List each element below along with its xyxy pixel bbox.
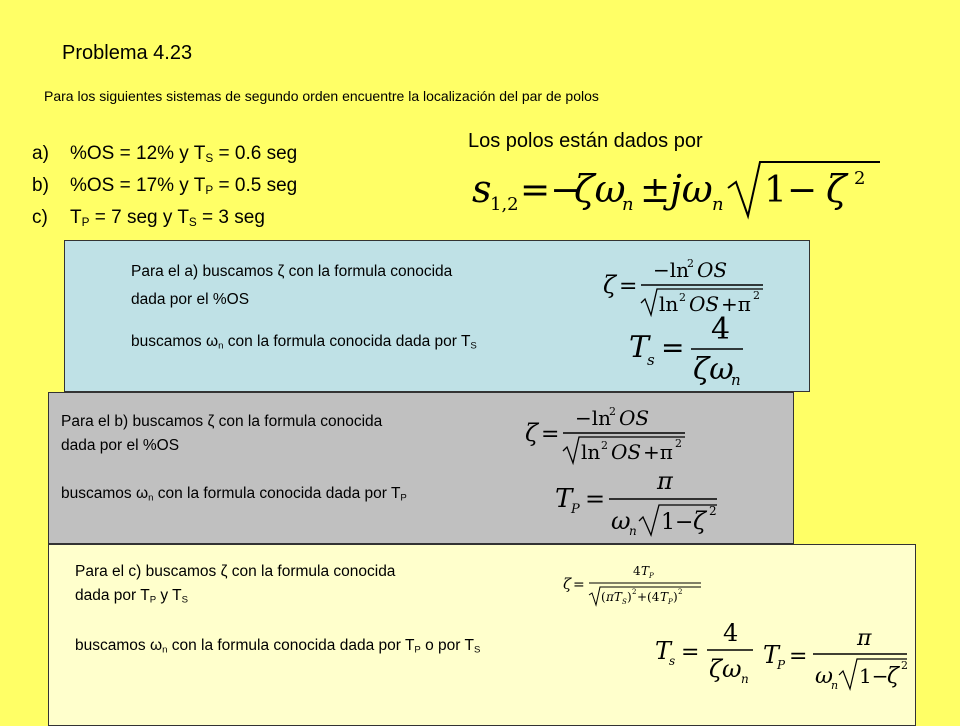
case-a-zeta-line1: Para el a) buscamos ζ con la formula conocida — [131, 263, 453, 280]
svg-text:OS: OS — [689, 292, 720, 316]
svg-text:): ) — [627, 590, 632, 604]
svg-text:OS: OS — [611, 440, 642, 464]
case-b-wn-line: buscamos $\omega_n$ con la formula conocida dada por $T_P$ — [61, 485, 407, 504]
svg-text:=: = — [619, 274, 638, 299]
svg-text:T: T — [555, 484, 573, 514]
zeta-from-os-formula-b — [523, 399, 703, 467]
svg-text:OS: OS — [697, 258, 728, 282]
cases-list — [32, 140, 297, 236]
svg-text:4: 4 — [723, 619, 739, 647]
svg-text:ω: ω — [611, 507, 631, 535]
svg-text:π: π — [657, 467, 673, 495]
svg-text:n: n — [731, 371, 741, 389]
svg-text:T: T — [641, 564, 650, 578]
svg-text:−ln: −ln — [575, 406, 612, 430]
svg-text:T: T — [660, 590, 669, 604]
svg-text:T: T — [655, 637, 672, 665]
svg-text:=: = — [573, 577, 585, 593]
svg-text:π: π — [857, 626, 872, 651]
case-c-text: $T_P = 7$ seg y $T_S = 3$ seg — [70, 206, 265, 229]
case-a-zeta-line2: dada por el %OS — [131, 291, 250, 308]
svg-text:ln: ln — [659, 292, 679, 316]
case-c — [32, 204, 297, 236]
case-c-label: c) — [32, 206, 48, 228]
svg-text:2: 2 — [679, 291, 686, 304]
svg-text:2: 2 — [753, 289, 760, 302]
svg-text:ζ: ζ — [887, 664, 899, 689]
case-a-label: a) — [32, 143, 49, 164]
poles-formula — [470, 158, 890, 220]
svg-text:4: 4 — [633, 564, 641, 578]
svg-text:−ln: −ln — [653, 258, 690, 282]
svg-text:=: = — [585, 485, 606, 513]
svg-text:ζω: ζω — [574, 167, 626, 211]
case-c-wn-line: buscamos $\omega_n$ con la formula conocida dada por $T_P$ o por $T_S$ — [75, 637, 481, 656]
case-b-panel — [48, 392, 794, 544]
svg-text:2: 2 — [687, 257, 694, 270]
svg-text:ω: ω — [815, 664, 833, 689]
case-a-text: %OS = 12% y $T_S = 0.6$ seg — [70, 143, 298, 165]
svg-text:S: S — [622, 598, 627, 606]
svg-text:+π: +π — [643, 440, 673, 464]
case-a — [32, 140, 297, 172]
svg-text:ln: ln — [581, 440, 601, 464]
svg-text:ζ: ζ — [826, 167, 847, 211]
svg-text:2: 2 — [632, 588, 637, 596]
svg-text:+π: +π — [721, 292, 751, 316]
svg-text:1−: 1− — [764, 170, 818, 211]
svg-text:2: 2 — [854, 168, 866, 189]
svg-text:2: 2 — [675, 437, 682, 450]
case-b — [32, 172, 297, 204]
svg-text:(: ( — [601, 590, 606, 604]
svg-text:πT: πT — [606, 590, 622, 604]
svg-text:1−: 1− — [859, 664, 889, 688]
svg-text:s: s — [472, 167, 492, 211]
svg-text:n: n — [622, 194, 634, 215]
problem-statement: Para los siguientes sistemas de segundo orden encuentre la localización del par de polos — [44, 88, 599, 104]
svg-text:4: 4 — [711, 312, 731, 347]
ts-formula — [627, 309, 747, 389]
case-b-zeta-line1: Para el b) buscamos ζ con la formula conocida — [61, 413, 383, 430]
case-b-label: b) — [32, 174, 49, 196]
svg-text:P: P — [571, 502, 580, 517]
svg-text:OS: OS — [619, 406, 650, 430]
svg-text:s: s — [669, 654, 676, 668]
svg-text:s: s — [647, 351, 655, 369]
case-a-wn-line: buscamos $\omega_n$ con la formula conocida dada por $T_S$ — [131, 333, 477, 352]
svg-text:2: 2 — [609, 405, 616, 418]
svg-text:T: T — [629, 330, 650, 365]
svg-text:ζ: ζ — [603, 271, 617, 299]
svg-text:P: P — [668, 598, 673, 606]
svg-text:n: n — [629, 524, 637, 538]
svg-text:1,2: 1,2 — [490, 194, 519, 215]
svg-text:jω: jω — [670, 167, 713, 211]
case-c-zeta-line1: Para el c) buscamos ζ con la formula conocida — [75, 563, 396, 580]
ts-formula-c — [653, 617, 763, 687]
case-b-zeta-line2: dada por el %OS — [61, 437, 180, 454]
svg-text:=: = — [789, 644, 808, 669]
tp-formula — [553, 467, 723, 539]
case-c-panel — [48, 544, 916, 726]
svg-text:1−: 1− — [661, 510, 694, 535]
svg-text:n: n — [831, 679, 839, 692]
svg-text:=: = — [661, 331, 685, 364]
case-a-panel — [64, 240, 810, 392]
tp-formula-c — [761, 623, 911, 693]
svg-text:±: ± — [640, 170, 671, 211]
svg-text:ζ: ζ — [563, 575, 572, 593]
svg-text:+(4: +(4 — [637, 590, 660, 604]
page-title: Problema 4.23 — [62, 42, 193, 64]
svg-text:ζω: ζω — [693, 352, 734, 387]
svg-text:2: 2 — [601, 439, 608, 452]
svg-text:ζ: ζ — [525, 419, 539, 447]
svg-text:T: T — [763, 641, 780, 669]
svg-text:=−: =− — [520, 170, 581, 211]
svg-text:2: 2 — [709, 504, 717, 518]
svg-text:=: = — [681, 640, 700, 665]
svg-text:P: P — [649, 572, 654, 580]
case-b-text: %OS = 17% y $T_P = 0.5$ seg — [70, 174, 298, 197]
zeta-from-tp-ts-formula — [561, 561, 703, 609]
svg-text:2: 2 — [678, 588, 683, 596]
svg-text:=: = — [541, 422, 560, 447]
svg-text:2: 2 — [901, 659, 908, 672]
svg-text:): ) — [673, 590, 678, 604]
svg-text:ζ: ζ — [693, 507, 707, 535]
svg-text:ζω: ζω — [709, 655, 742, 683]
svg-text:n: n — [741, 672, 749, 686]
svg-text:P: P — [777, 658, 786, 672]
poles-label: Los polos están dados por — [468, 130, 703, 152]
case-c-zeta-line2: dada por $T_P$ y $T_S$ — [75, 587, 189, 606]
svg-text:n: n — [712, 194, 724, 215]
